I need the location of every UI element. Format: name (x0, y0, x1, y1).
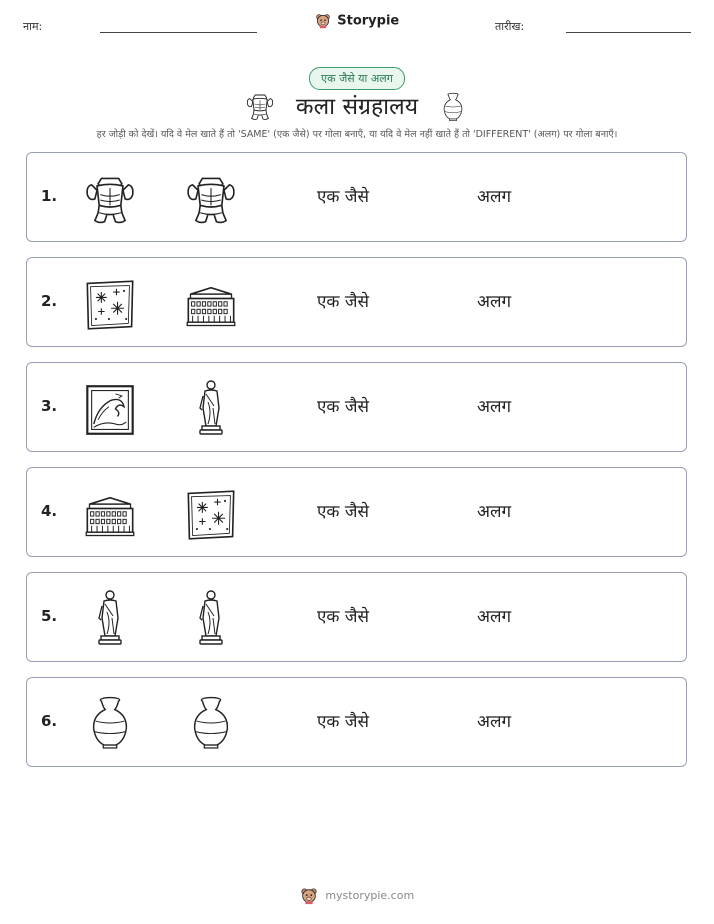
page-title: कला संग्रहालय (295, 94, 419, 120)
armor-icon (184, 173, 238, 227)
question-row (26, 572, 687, 662)
question-row (26, 362, 687, 452)
question-number: 5. (41, 607, 58, 625)
different-option[interactable]: अलग (477, 712, 512, 732)
question-number: 2. (41, 292, 58, 310)
statue-icon (186, 588, 236, 648)
same-option[interactable]: एक जैसे (317, 607, 369, 627)
statue-icon (85, 588, 135, 648)
bear-logo-icon (315, 13, 331, 29)
vase-icon (440, 92, 466, 122)
different-option[interactable]: अलग (477, 607, 512, 627)
museum-building-icon (184, 278, 238, 332)
question-number: 4. (41, 502, 58, 520)
different-option[interactable]: अलग (477, 502, 512, 522)
footer-url[interactable]: mystorypie.com (325, 889, 415, 902)
question-number: 6. (41, 712, 58, 730)
wave-painting-icon (83, 383, 137, 437)
question-row (26, 257, 687, 347)
date-line[interactable] (566, 32, 691, 33)
same-option[interactable]: एक जैसे (317, 397, 369, 417)
instructions: हर जोड़ी को देखें। यदि वे मेल खाते हैं तो 'SAME' (एक जैसे) पर गोला बनाएँ, या यदि वे मेल नहीं खाते हैं तो 'DIFFERENT' (अलग) पर गोला बनाएँ। (96, 129, 618, 140)
footer (0, 887, 714, 905)
name-line[interactable] (100, 32, 257, 33)
question-number: 3. (41, 397, 58, 415)
different-option[interactable]: अलग (477, 397, 512, 417)
brand-logo (0, 13, 714, 29)
question-number: 1. (41, 187, 58, 205)
question-row (26, 152, 687, 242)
bear-logo-icon (300, 887, 318, 905)
question-row (26, 677, 687, 767)
fireworks-painting-icon (184, 488, 238, 542)
brand-name: Storypie (337, 13, 400, 29)
vase-icon (86, 695, 134, 751)
fireworks-painting-icon (83, 278, 137, 332)
same-option[interactable]: एक जैसे (317, 292, 369, 312)
same-option[interactable]: एक जैसे (317, 712, 369, 732)
same-option[interactable]: एक जैसे (317, 502, 369, 522)
different-option[interactable]: अलग (477, 187, 512, 207)
different-option[interactable]: अलग (477, 292, 512, 312)
museum-building-icon (83, 488, 137, 542)
vase-icon (187, 695, 235, 751)
armor-icon (83, 173, 137, 227)
question-row (26, 467, 687, 557)
date-label: तारीख: (495, 20, 525, 33)
same-option[interactable]: एक जैसे (317, 187, 369, 207)
name-label: नाम: (23, 20, 43, 33)
worksheet-type-badge: एक जैसे या अलग (309, 67, 405, 90)
statue-icon (186, 378, 236, 438)
